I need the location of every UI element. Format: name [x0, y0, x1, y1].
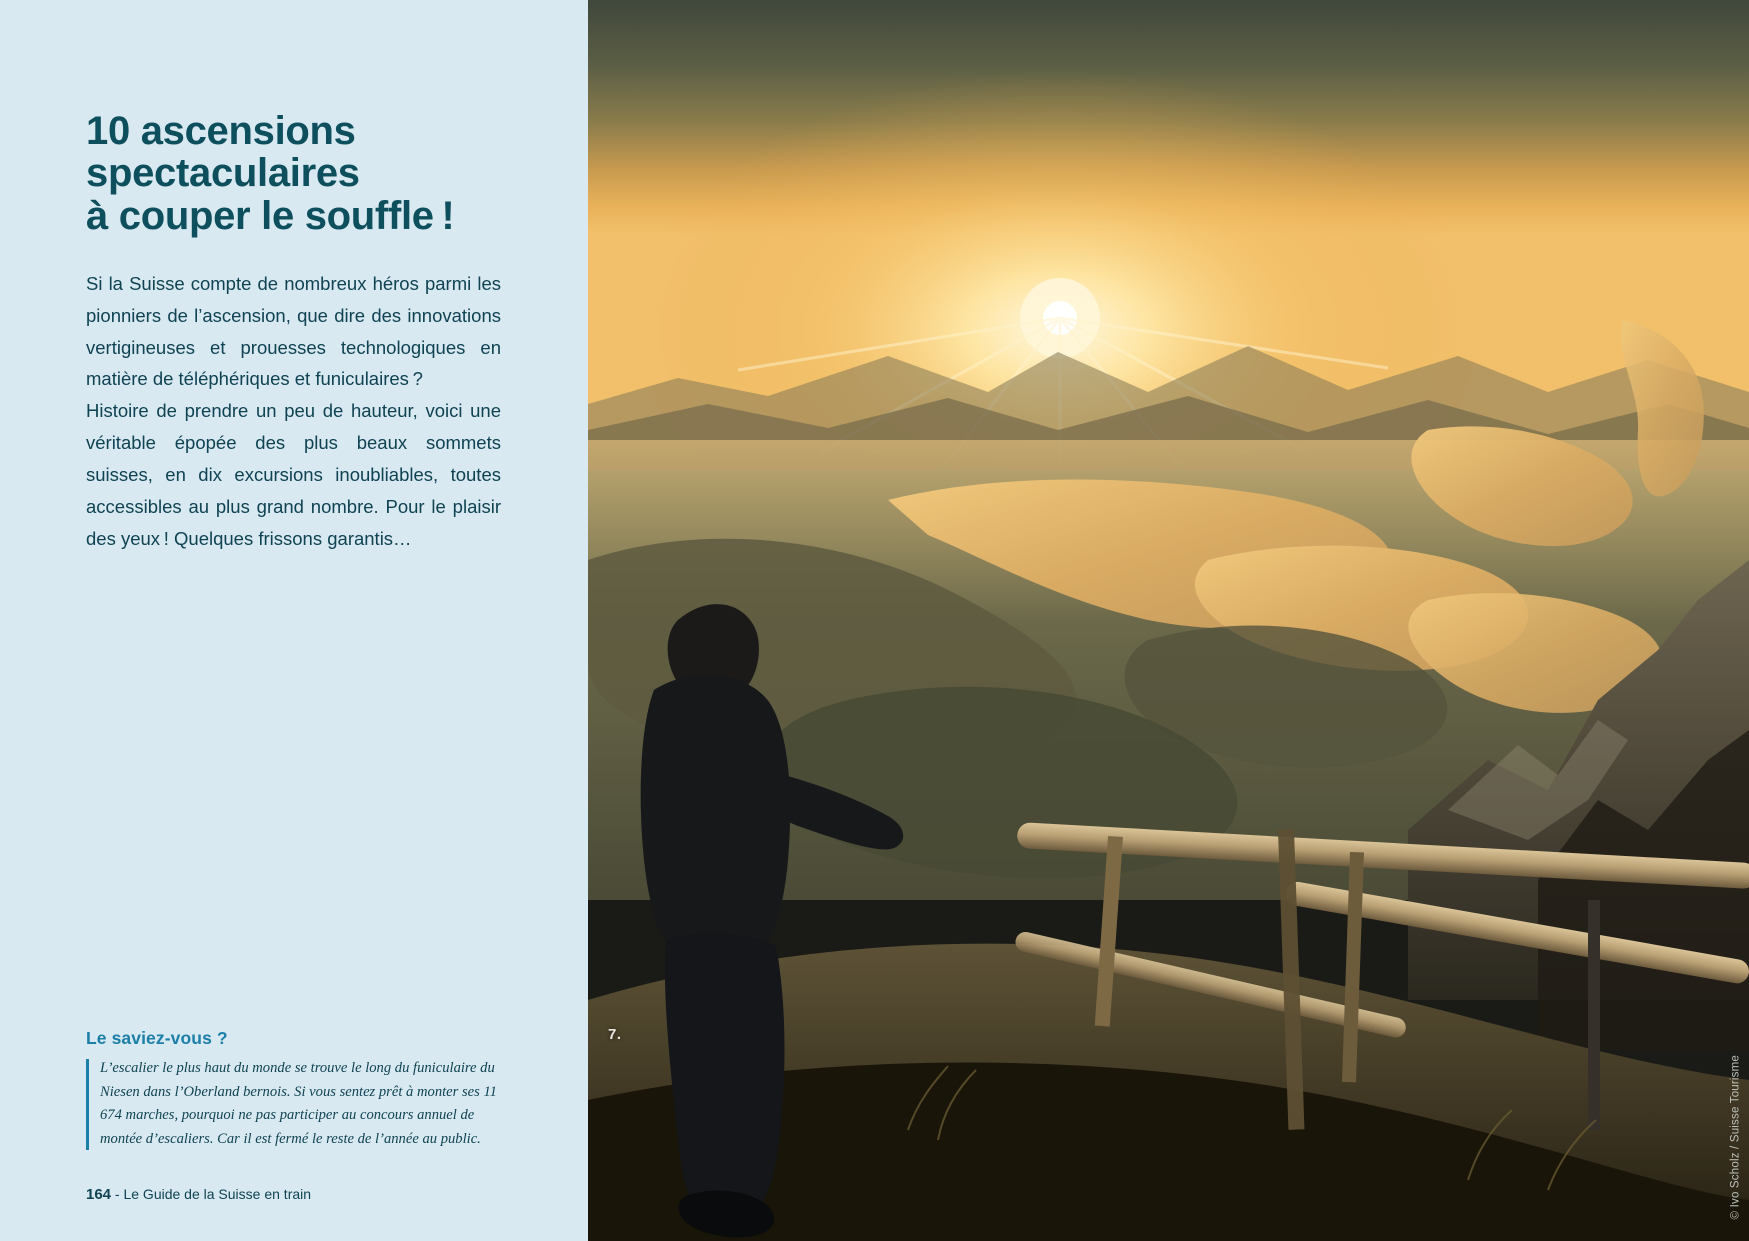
page-title-line-1: 10 ascensions: [86, 109, 356, 153]
page-title: [86, 110, 516, 237]
page-title-line-3: à couper le souffle !: [86, 193, 455, 238]
intro-text: [86, 268, 501, 554]
figure-number: 7.: [608, 1026, 622, 1043]
photo-illustration: [588, 0, 1749, 1241]
page-title-line-2: spectaculaires: [86, 151, 360, 196]
intro-paragraph-1: Si la Suisse compte de nombreux héros parmi les pionniers de l’ascension, que dire des innovations vertigineuses et prouesses technologiques en matière de téléphériques et funiculaires ?: [86, 273, 501, 390]
did-you-know-box: [86, 1028, 516, 1152]
hero-photo: [588, 0, 1749, 1241]
text-panel: [0, 0, 588, 1241]
intro-paragraph-2: Histoire de prendre un peu de hauteur, voici une véritable épopée des plus beaux sommets suisses, en dix excursions inoubliables, toutes accessibles au plus grand nombre. Pour le plaisir des yeux ! Quelques frissons garantis…: [86, 400, 501, 549]
book-title: - Le Guide de la Suisse en train: [114, 1186, 312, 1202]
did-you-know-title: Le saviez-vous ?: [86, 1028, 228, 1048]
photo-credit: © Ivo Scholz / Suisse Tourisme: [1729, 1055, 1741, 1220]
page-number: 164: [86, 1186, 112, 1203]
did-you-know-text: L’escalier le plus haut du monde se trouve le long du funiculaire du Niesen dans l’Oberland bernois. Si vous sentez prêt à monter ses 11 674 marches, pourquoi ne pas participer au concours annuel de montée d’escaliers. Car il est fermé le reste de l’année au public.: [86, 1057, 516, 1152]
page-footer: [86, 1186, 311, 1203]
